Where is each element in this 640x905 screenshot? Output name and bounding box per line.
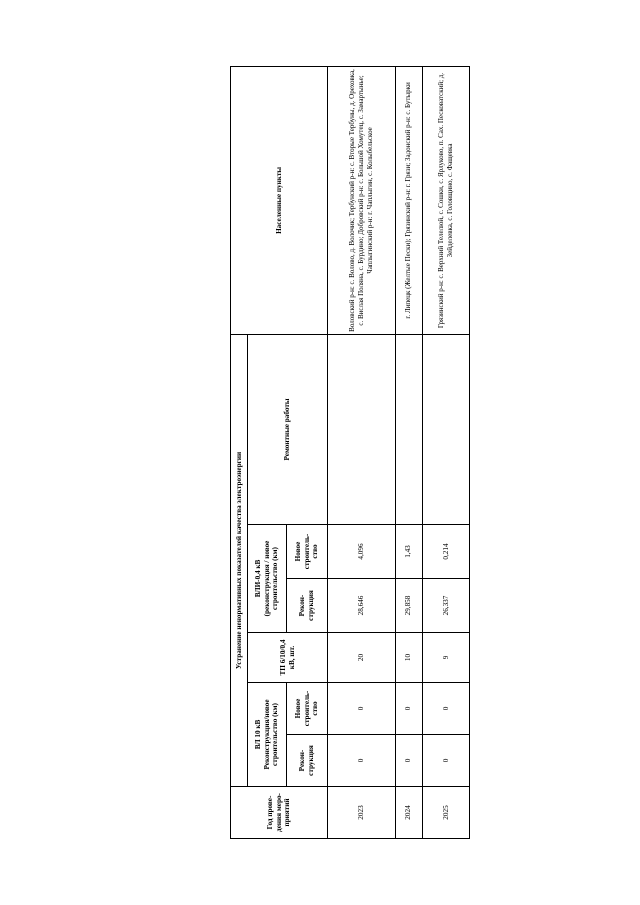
cell-repairs — [328, 334, 396, 524]
header-vl10-sub: Реконструкция/новое строительство (км) — [262, 699, 280, 770]
cell-settlements: г. Липецк (Желтые Пески); Грязинский р-н: г. Грязи; Задонский р-н: с. Бутырки — [395, 66, 422, 334]
rotated-table-wrapper — [230, 67, 470, 839]
header-vl04 — [248, 525, 287, 633]
cell-vl04-recon: 28,646 — [328, 579, 396, 633]
cell-vl10-new: 0 — [328, 683, 396, 735]
cell-vl04-recon: 29,858 — [395, 579, 422, 633]
works-table — [230, 66, 470, 839]
header-vl10-title: ВЛ 10 кВ — [254, 719, 263, 750]
cell-vl04-new: 0,214 — [422, 525, 469, 579]
cell-repairs — [422, 334, 469, 524]
header-vl10-new: Новое строитель-ство — [287, 683, 328, 735]
cell-vl04-new: 1,43 — [395, 525, 422, 579]
header-vl04-new: Новое строитель-ство — [287, 525, 328, 579]
cell-vl10-new: 0 — [395, 683, 422, 735]
cell-vl10-new: 0 — [422, 683, 469, 735]
header-vl04-recon: Рекон-струкция — [287, 579, 328, 633]
cell-tp: 10 — [395, 633, 422, 683]
cell-tp: 9 — [422, 633, 469, 683]
header-vl10-recon: Рекон-струкция — [287, 735, 328, 787]
cell-settlements: Воловский р-н: с. Волово, д. Волочик; Тербунский р-н: с. Вторые Тербуны, д. Ореховка, с. Вислая Поляна, с. Бурдино; Добровский р-н: с. Большой Хомутец, с. Замартынье; Чаплыгинский р-н: г. Чаплыгин, с. Колыбельское — [328, 66, 396, 334]
cell-vl10-recon: 0 — [328, 735, 396, 787]
header-vl10 — [248, 683, 287, 787]
header-repairs: Ремонтные работы — [248, 334, 328, 524]
header-vl04-sub: (реконструкция / новое строительство (км) — [262, 540, 280, 617]
table-row — [328, 66, 396, 838]
header-settlements: Населенные пункты — [231, 66, 328, 334]
cell-repairs — [395, 334, 422, 524]
header-year: Год прове-дения меро-приятий — [231, 787, 328, 839]
header-tp: ТП 6/10/0,4 кВ, шт. — [248, 633, 328, 683]
cell-vl04-new: 4,096 — [328, 525, 396, 579]
cell-settlements: Грязинский р-н: с. Верхний Телелюй, с. Сошки, с. Ярлуково, п. Сах. Песковатский; д. Зейделевка, с. Головщино, с. Фащевка — [422, 66, 469, 334]
header-row-1 — [231, 66, 248, 838]
cell-vl10-recon: 0 — [395, 735, 422, 787]
cell-year: 2023 — [328, 787, 396, 839]
header-vl04-title: ВЛИ-0,4 кВ — [254, 559, 263, 598]
header-main-group: Устранение ненормативных показателей качества электроэнергии — [231, 334, 248, 786]
table-row — [422, 66, 469, 838]
cell-tp: 20 — [328, 633, 396, 683]
cell-vl10-recon: 0 — [422, 735, 469, 787]
cell-year: 2025 — [422, 787, 469, 839]
table-row — [395, 66, 422, 838]
cell-vl04-recon: 26,337 — [422, 579, 469, 633]
cell-year: 2024 — [395, 787, 422, 839]
